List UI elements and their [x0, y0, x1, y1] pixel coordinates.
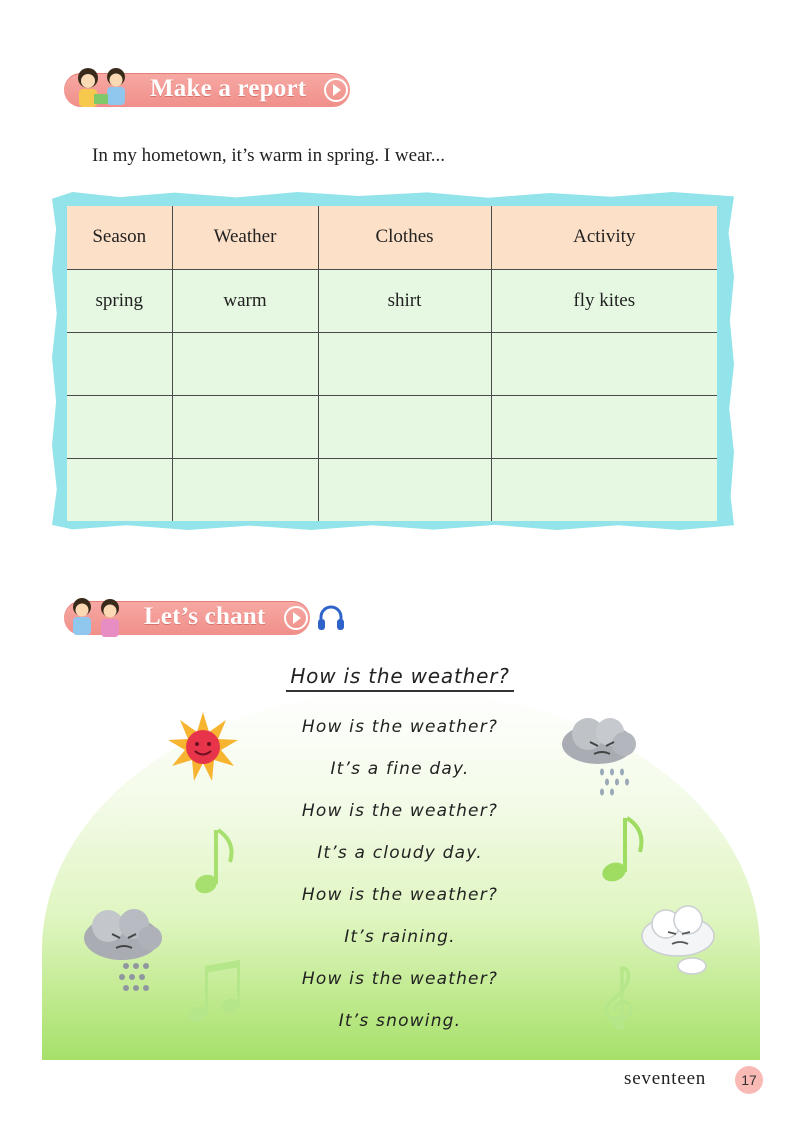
section-heading: Make a report	[150, 75, 307, 102]
headphones-icon[interactable]	[316, 604, 346, 632]
header-weather: Weather	[172, 206, 318, 269]
hill-background	[42, 690, 760, 1060]
table-cell-empty[interactable]	[318, 395, 491, 458]
chant-line: How is the weather?	[301, 717, 499, 737]
chant-title: How is the weather?	[286, 664, 514, 692]
table-cell-empty[interactable]	[172, 458, 318, 521]
chant-line: How is the weather?	[301, 885, 499, 905]
music-note-icon	[186, 958, 242, 1028]
arrow-right-icon	[324, 78, 348, 102]
header-activity: Activity	[491, 206, 717, 269]
table-row	[67, 395, 717, 458]
sun-icon	[166, 710, 240, 784]
table-row	[67, 458, 717, 521]
music-note-icon	[192, 824, 236, 898]
treble-clef-icon	[600, 962, 640, 1032]
table-cell-empty[interactable]	[67, 458, 172, 521]
header-clothes: Clothes	[318, 206, 491, 269]
music-note-icon	[598, 814, 646, 886]
snow-cloud-icon	[78, 904, 168, 1000]
table-cell: fly kites	[491, 269, 717, 332]
table-cell-empty[interactable]	[172, 395, 318, 458]
report-table	[67, 206, 717, 521]
table-cell-empty[interactable]	[172, 332, 318, 395]
table-cell-empty[interactable]	[491, 458, 717, 521]
section-heading: Let’s chant	[144, 603, 266, 630]
table-row	[67, 269, 717, 332]
report-intro: In my hometown, it’s warm in spring. I wear...	[92, 145, 446, 166]
table-cell: shirt	[318, 269, 491, 332]
cloud-icon	[636, 902, 720, 978]
table-cell-empty[interactable]	[318, 458, 491, 521]
table-cell-empty[interactable]	[318, 332, 491, 395]
table-cell-empty[interactable]	[491, 395, 717, 458]
header-season: Season	[67, 206, 172, 269]
kids-icon	[64, 64, 140, 112]
page-word: seventeen	[624, 1068, 707, 1089]
chant-line: It’s raining.	[344, 927, 456, 947]
table-header-row	[67, 206, 717, 269]
table-row	[67, 332, 717, 395]
kids-icon	[62, 594, 132, 642]
chant-line: It’s a cloudy day.	[317, 843, 483, 863]
table-cell: spring	[67, 269, 172, 332]
rain-cloud-icon	[558, 712, 644, 802]
table-cell-empty[interactable]	[67, 395, 172, 458]
table-cell-empty[interactable]	[67, 332, 172, 395]
arrow-right-icon	[284, 606, 308, 630]
chant-line: How is the weather?	[301, 801, 499, 821]
chant-line: How is the weather?	[301, 969, 499, 989]
table-cell-empty[interactable]	[491, 332, 717, 395]
chant-line: It’s a fine day.	[330, 759, 470, 779]
table-cell: warm	[172, 269, 318, 332]
chant-line: It’s snowing.	[338, 1011, 462, 1031]
page-number: 17	[735, 1066, 763, 1094]
